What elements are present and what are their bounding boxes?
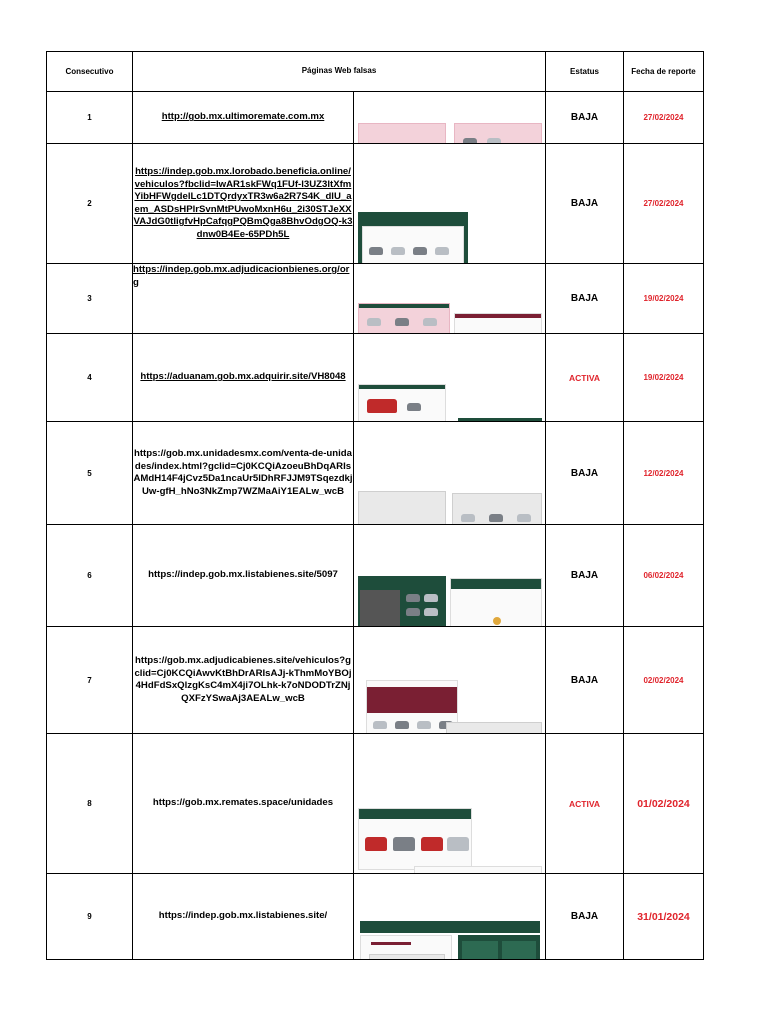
table-row (47, 422, 704, 525)
table-row (47, 734, 704, 874)
fake-url-link[interactable]: https://aduanam.gob.mx.adquirir.site/VH8048 (140, 371, 346, 383)
screenshot-cell (354, 92, 546, 144)
report-date: 02/02/2024 (624, 627, 704, 734)
table-row (47, 334, 704, 422)
report-date: 27/02/2024 (624, 92, 704, 144)
screenshot-cell (354, 627, 546, 734)
screenshot-cell (354, 334, 546, 422)
header-estatus: Estatus (546, 52, 624, 92)
fake-websites-table (46, 51, 704, 960)
header-consecutivo: Consecutivo (47, 52, 133, 92)
fake-url-text[interactable]: https://gob.mx.adjudicabienes.site/vehiculos?gclid=Cj0KCQiAwvKtBhDrARIsAJj-kThmMoYBOj4HdFdSxQlzgKsC4mX4ji7OLhk-k7oNDODTrZNjQXFzYSwaAj3AEALw_wcB (134, 655, 352, 704)
screenshot-cell (354, 264, 546, 334)
report-date: 01/02/2024 (624, 734, 704, 874)
row-number: 1 (47, 92, 133, 144)
row-number: 5 (47, 422, 133, 525)
table-row (47, 627, 704, 734)
status-badge: BAJA (546, 627, 624, 734)
url-cell (133, 92, 354, 144)
fake-url-link[interactable]: https://indep.gob.mx.lorobado.beneficia.online/vehiculos?fbclid=IwAR1skFWq1FUf-l3UZ3ltXfmYibHFWgdelLc1DTQrdyxTR3w6a2R7S4K_dlU_aem_ASDsHPlrSvnMtPUwoMxnH6u_2i30STJeXXVAJdG0tligfvHpCafqgPQBmQga8BhvOdgOQ-k3dnw0B4Ee-65PDh5L (133, 166, 353, 240)
table-row (47, 525, 704, 627)
status-badge: BAJA (546, 92, 624, 144)
status-badge: BAJA (546, 264, 624, 334)
row-number: 9 (47, 874, 133, 960)
header-fecha: Fecha de reporte (624, 52, 704, 92)
status-badge: BAJA (546, 525, 624, 627)
status-badge: ACTIVA (546, 734, 624, 874)
row-number: 2 (47, 144, 133, 264)
report-date: 06/02/2024 (624, 525, 704, 627)
url-cell (133, 264, 354, 334)
table-row (47, 874, 704, 960)
header-row (47, 52, 704, 92)
url-cell (133, 874, 354, 960)
url-cell (133, 144, 354, 264)
url-cell (133, 627, 354, 734)
row-number: 7 (47, 627, 133, 734)
status-badge: BAJA (546, 874, 624, 960)
status-badge: BAJA (546, 422, 624, 525)
url-cell (133, 525, 354, 627)
row-number: 8 (47, 734, 133, 874)
fake-url-link[interactable]: https://indep.gob.mx.adjudicacionbienes.org/org (133, 264, 350, 288)
fake-url-text[interactable]: https://gob.mx.unidadesmx.com/venta-de-unidades/index.html?gclid=Cj0KCQiAzoeuBhDqARIsAMdH14F4jCvz5Da1ncaUr5lDhRFJJM9TSqezdkjUw-gfH_hNo3NkZmp7WZMaAiY1EALw_wcB (133, 448, 353, 497)
header-paginas: Páginas Web falsas (133, 52, 546, 92)
status-badge: BAJA (546, 144, 624, 264)
screenshot-cell (354, 525, 546, 627)
fake-url-text[interactable]: https://indep.gob.mx.listabienes.site/5097 (148, 569, 338, 581)
screenshot-cell (354, 422, 546, 525)
url-cell (133, 734, 354, 874)
table-row (47, 264, 704, 334)
row-number: 4 (47, 334, 133, 422)
report-date: 12/02/2024 (624, 422, 704, 525)
row-number: 3 (47, 264, 133, 334)
row-number: 6 (47, 525, 133, 627)
report-date: 19/02/2024 (624, 334, 704, 422)
fake-url-text[interactable]: https://indep.gob.mx.listabienes.site/ (158, 910, 328, 922)
url-cell (133, 422, 354, 525)
url-cell (133, 334, 354, 422)
status-badge: ACTIVA (546, 334, 624, 422)
fake-url-link[interactable]: http://gob.mx.ultimoremate.com.mx (161, 111, 325, 123)
report-date: 19/02/2024 (624, 264, 704, 334)
screenshot-cell (354, 874, 546, 960)
report-date: 31/01/2024 (624, 874, 704, 960)
screenshot-cell (354, 734, 546, 874)
fake-url-text[interactable]: https://gob.mx.remates.space/unidades (152, 797, 334, 809)
screenshot-cell (354, 144, 546, 264)
table-row (47, 92, 704, 144)
report-date: 27/02/2024 (624, 144, 704, 264)
table-row (47, 144, 704, 264)
